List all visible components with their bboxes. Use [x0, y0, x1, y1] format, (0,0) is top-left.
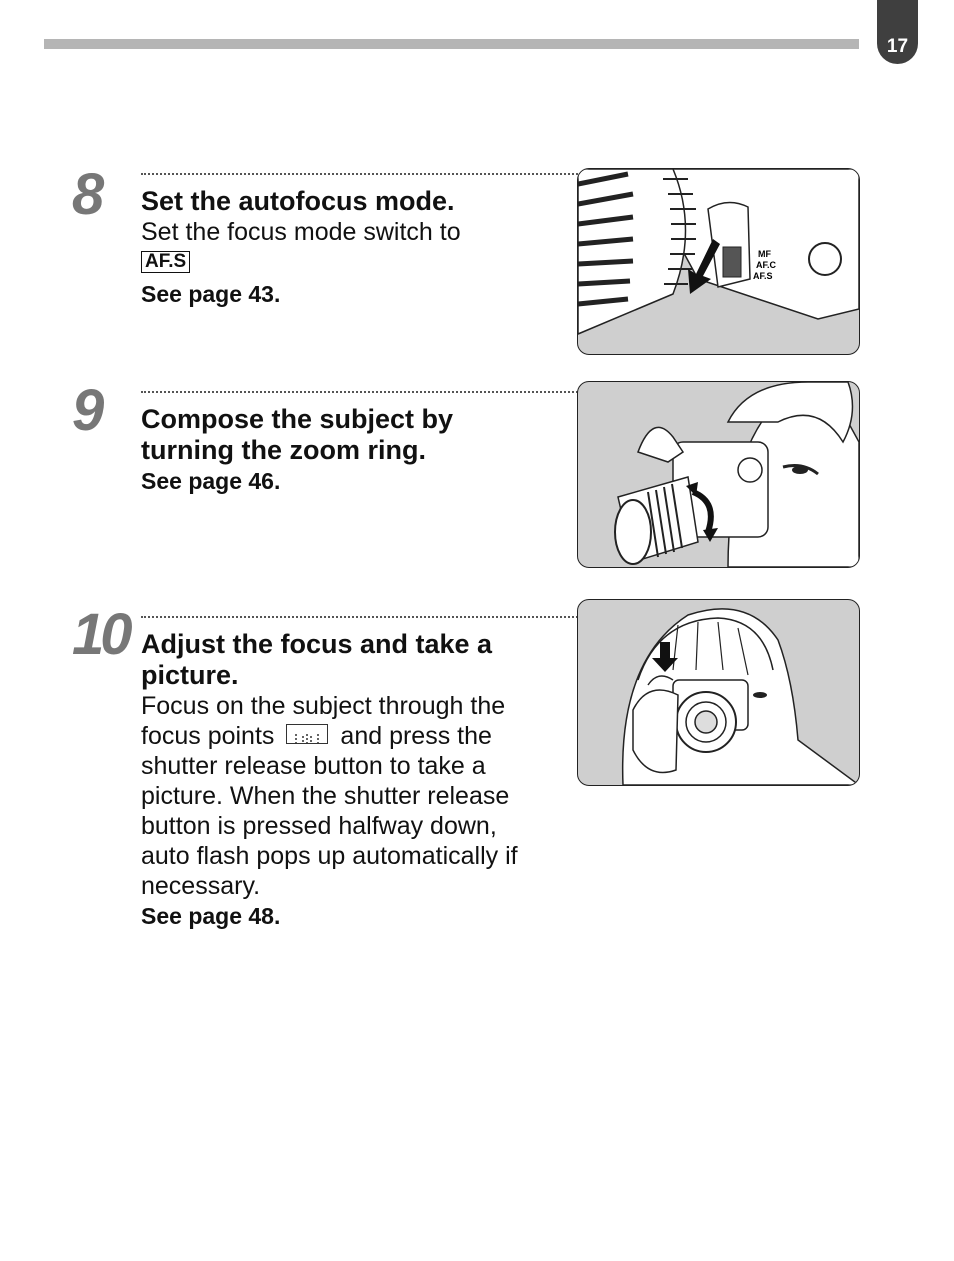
step-10-title: Adjust the focus and take a picture.: [141, 629, 493, 690]
step-9-title: Compose the subject by turning the zoom ring.: [141, 404, 454, 465]
step-9-see-page: See page 46.: [141, 468, 281, 494]
step-8-title: Set the autofocus mode.: [141, 186, 455, 216]
page-number-tab: [877, 0, 918, 64]
step-10-body-before: Focus on the subject through the focus points: [141, 692, 506, 750]
step-number-9: 9: [72, 378, 101, 443]
step-9-text: [141, 404, 541, 496]
afc-label: AF.C: [756, 260, 776, 270]
focus-mode-switch-illustration: [577, 168, 860, 355]
step-divider-9: [141, 391, 578, 393]
header-bar: [44, 39, 859, 49]
step-number-8: 8: [72, 162, 101, 227]
afs-label: AF.S: [753, 271, 773, 281]
af-s-badge: AF.S: [141, 251, 190, 273]
focus-points-icon: [286, 724, 328, 744]
step-divider-10: [141, 616, 578, 618]
step-10-see-page: See page 48.: [141, 903, 281, 929]
step-10-body-after: and press the shutter release button to take a picture. When the shutter release button is pressed halfway down, auto flash pops up automatically if necessary.: [141, 722, 518, 900]
step-10-body: [141, 691, 541, 901]
step-8-body: Set the focus mode switch to: [141, 218, 461, 246]
step-8-see-page: See page 43.: [141, 281, 281, 307]
mf-label: MF: [758, 249, 771, 259]
zoom-ring-illustration: [577, 381, 860, 568]
step-10-text: [141, 629, 541, 931]
take-picture-illustration: [577, 599, 860, 786]
step-number-10: 10: [72, 602, 129, 667]
step-8-text: [141, 186, 541, 309]
page-number: 17: [886, 36, 909, 57]
step-divider-8: [141, 173, 578, 175]
